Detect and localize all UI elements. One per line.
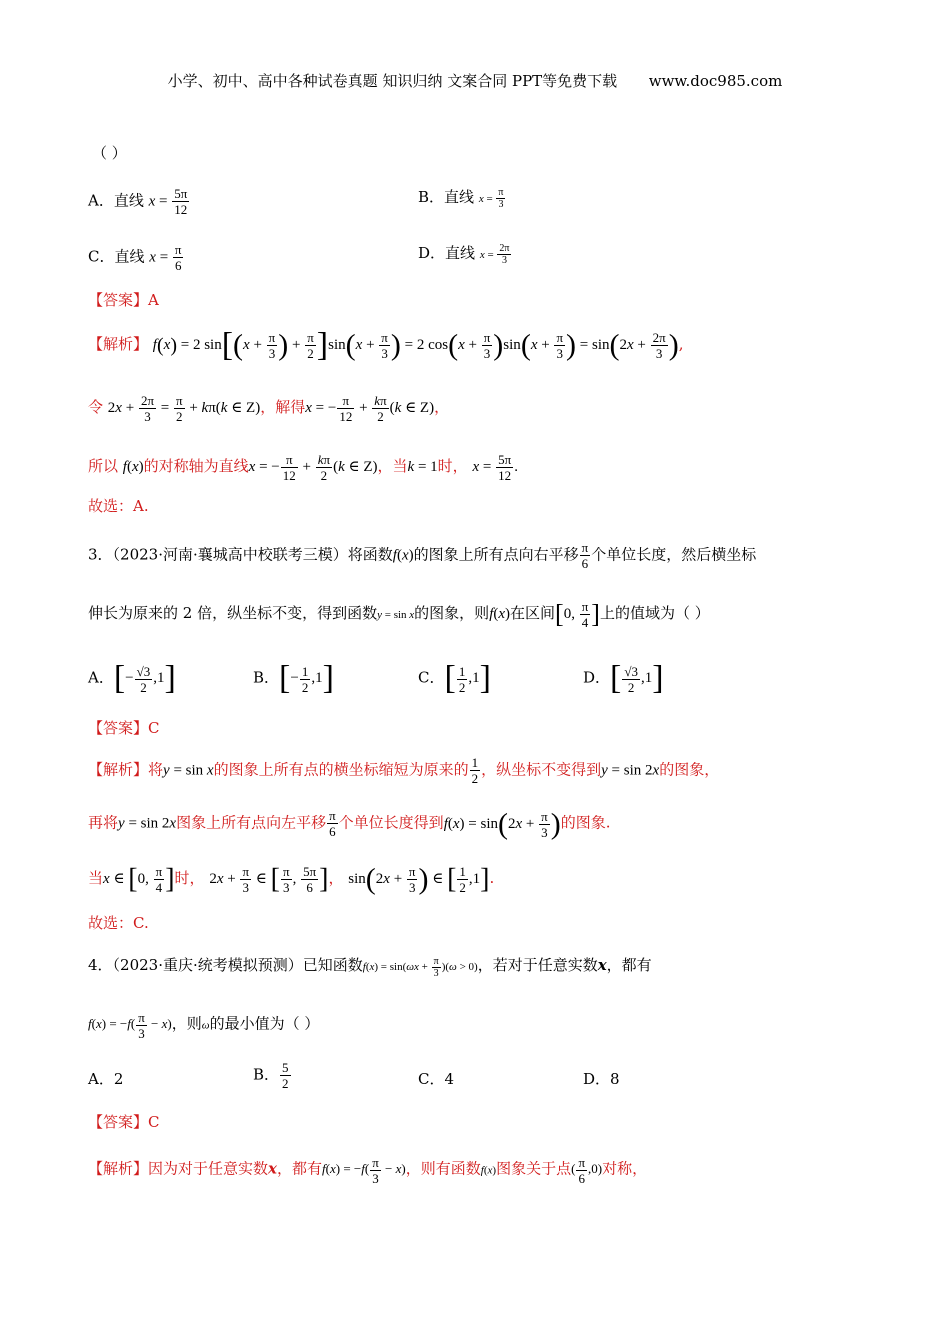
- page-header: [0, 70, 950, 91]
- q4-stem-line1: 4．（2023·重庆·统考模拟预测）已知函数f(x) = sin(ωx + $\frac{\pi}{3}$ )(ω > 0)，若对于任意实数x，都有: [88, 955, 652, 979]
- q4-option-b: B． $\frac{5}{2}$: [253, 1060, 289, 1091]
- q2-analysis-line1: 【解析】 f(x) = 2 sin[(x + $\frac{\pi}{3}$ ) + $\frac{\pi}{2}$ ]sin(x + $\frac{\pi}{3}$ ) = 2 cos(x + $\frac{\pi}{3}$ )sin(x + $\frac{\pi}{3}$ ) = sin(2x + $\frac{2\pi}{3}$ ),: [88, 326, 684, 364]
- q3-answer: 【答案】C: [88, 719, 160, 737]
- q3-stem-line2: 伸长为原来的 2 倍，纵坐标不变，得到函数y = sin x的图象，则f(x)在区间[0, $\frac{\pi}{4}$ ]上的值域为（ ）: [88, 599, 710, 630]
- q2-conclusion: 故选：A.: [88, 497, 149, 515]
- q3-analysis-line1: 【解析】将y = sin x的图象上所有点的横坐标缩短为原来的 $\frac{1}{2}$ ，纵坐标不变得到y = sin 2x的图象，: [88, 755, 720, 786]
- q3-option-b: B．[− $\frac{1}{2}$ ,1]: [253, 660, 334, 697]
- q2-option-b: B．直线 x = $\frac{\pi}{3}$: [418, 186, 504, 210]
- q3-option-c: C．[ $\frac{1}{2}$ ,1]: [418, 660, 491, 697]
- q3-option-a: A．[− $\frac{√3}{2}$ ,1]: [88, 660, 176, 697]
- q4-option-c: C．4: [418, 1070, 455, 1088]
- q3-conclusion: 故选：C.: [88, 914, 149, 932]
- q4-answer: 【答案】C: [88, 1113, 160, 1131]
- q2-answer: 【答案】A: [88, 291, 159, 309]
- q3-analysis-line3: 当x ∈ [0, $\frac{\pi}{4}$ ]时， 2x + $\frac{\pi}{3}$ ∈ [ $\frac{\pi}{3}$ , $\frac{5\pi}{6}$ ]， sin(2x + $\frac{\pi}{3}$ ) ∈ [ $\frac{1}{2}$ ,1].: [88, 862, 495, 896]
- header-text: 小学、初中、高中各种试卷真题 知识归纳 文案合同 PPT等免费下载: [167, 72, 618, 90]
- header-url: www.doc985.com: [648, 72, 783, 90]
- q3-option-d: D．[ $\frac{√3}{2}$ ,1]: [583, 660, 664, 697]
- q2-analysis-line3: 所以 f(x)的对称轴为直线x = − $\frac{\pi}{12}$ + $\frac{k\pi}{2}$ (k ∈ Z)，当k = 1时， x = $\frac{5\pi}{12}$ .: [88, 452, 518, 483]
- q2-analysis-line2: 令 2x + $\frac{2\pi}{3}$ = $\frac{\pi}{2}$ + kπ(k ∈ Z)，解得x = − $\frac{\pi}{12}$ + $\frac{k\pi}{2}$ (k ∈ Z)，: [88, 393, 450, 424]
- q2-paren: （ ）: [92, 144, 127, 162]
- q3-stem-line1: 3．（2023·河南·襄城高中校联考三模）将函数f(x)的图象上所有点向右平移 $\frac{\pi}{6}$ 个单位长度，然后横坐标: [88, 540, 757, 571]
- q4-option-a: A．2: [88, 1070, 124, 1088]
- q2-option-a: A．直线 x = $\frac{5\pi}{12}$: [88, 186, 188, 217]
- q2-option-c: C．直线 x = $\frac{\pi}{6}$: [88, 242, 182, 273]
- q4-stem-line2: f(x) = −f( $\frac{\pi}{3}$ − x)，则ω的最小值为（ ）: [88, 1010, 320, 1041]
- q4-option-d: D．8: [583, 1070, 620, 1088]
- q2-option-d: D．直线 x = $\frac{2\pi}{3}$: [418, 242, 510, 266]
- q4-analysis-line1: 【解析】因为对于任意实数x，都有f(x) = −f( $\frac{\pi}{3}$ − x)，则有函数f(x)图象关于点( $\frac{\pi}{6}$ ,0)对称，: [88, 1155, 648, 1186]
- q3-analysis-line2: 再将y = sin 2x图象上所有点向左平移 $\frac{\pi}{6}$ 个单位长度得到f(x) = sin(2x + $\frac{\pi}{3}$ )的图象.: [88, 807, 611, 841]
